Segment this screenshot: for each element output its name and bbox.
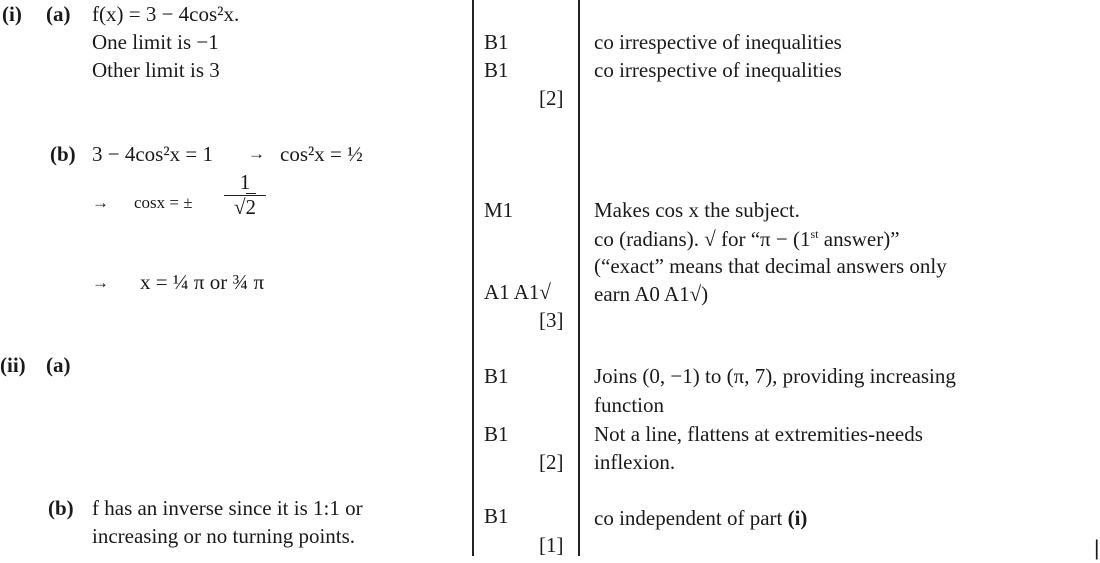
- comment-ii-a-line4: inflexion.: [594, 450, 676, 474]
- fraction-numerator: 1: [239, 170, 251, 194]
- cos-solution-prefix: cosx = ±: [134, 193, 193, 212]
- mark-m1: M1: [484, 198, 514, 222]
- comment-limit2: co irrespective of inequalities: [594, 58, 842, 82]
- fraction-denominator: [224, 197, 266, 218]
- comment-ii-a-line2: function: [594, 393, 664, 417]
- total-marks-i-a: [2]: [539, 86, 564, 110]
- limit-other-text: Other limit is 3: [92, 58, 220, 82]
- comment-b-line4: earn A0 A1√): [594, 282, 709, 306]
- radicand: 2: [245, 195, 257, 219]
- comment-b-line2-end: answer)”: [818, 227, 900, 251]
- arrow-3: →: [92, 273, 109, 292]
- comment-b-line2-superscript: st: [810, 227, 819, 241]
- limit-one-text: One limit is −1: [92, 30, 219, 54]
- text-cursor: |: [1094, 537, 1100, 560]
- inverse-reason-line1: f has an inverse since it is 1:1 or: [92, 496, 363, 520]
- radical-sign: √: [233, 195, 246, 219]
- part-ii-b-label: (b): [48, 496, 74, 520]
- comment-ii-a-line3: Not a line, flattens at extremities-needs: [594, 422, 923, 446]
- mark-b1-ii-a-1: B1: [484, 364, 509, 388]
- total-marks-ii-b: [1]: [539, 533, 564, 557]
- x-solution: x = ¼ π or ¾ π: [140, 270, 265, 294]
- part-ii-a-label: (a): [46, 353, 71, 377]
- comment-b-line3: (“exact” means that decimal answers only: [594, 254, 947, 278]
- total-marks-i-b: [3]: [539, 308, 564, 332]
- comment-b-line2-text: co (radians). √ for “π − (1: [594, 227, 811, 251]
- arrow-2: →: [92, 193, 109, 212]
- equation-line-1-result: cos²x = ½: [280, 142, 363, 166]
- comment-b-line1: Makes cos x the subject.: [594, 198, 800, 222]
- comment-ii-b-text: co independent of part: [594, 506, 788, 530]
- part-i-a-label: (a): [46, 2, 71, 26]
- mark-b1-limit1: B1: [484, 30, 509, 54]
- part-i-label: (i): [2, 2, 22, 26]
- equation-line-1: 3 − 4cos²x = 1: [92, 142, 213, 166]
- inverse-reason-line2: increasing or no turning points.: [92, 524, 356, 548]
- mark-b1-limit2: B1: [484, 58, 509, 82]
- comment-limit1: co irrespective of inequalities: [594, 30, 842, 54]
- comment-b-line2: [594, 228, 900, 250]
- column-divider-left: [472, 0, 474, 556]
- function-definition: f(x) = 3 − 4cos²x.: [92, 2, 240, 26]
- mark-b1-ii-b: B1: [484, 504, 509, 528]
- comment-ii-b-part-ref: (i): [787, 506, 808, 530]
- part-ii-label: (ii): [0, 353, 26, 377]
- fraction-one-over-root-two: [224, 172, 266, 218]
- comment-ii-a-line1: Joins (0, −1) to (π, 7), providing increasing: [594, 364, 956, 388]
- comment-ii-b: [594, 508, 807, 529]
- total-marks-ii-a: [2]: [539, 450, 564, 474]
- mark-b1-ii-a-2: B1: [484, 422, 509, 446]
- part-i-b-label: (b): [50, 142, 76, 166]
- arrow-1: →: [248, 144, 265, 163]
- mark-a1-a1: A1 A1√: [484, 280, 551, 304]
- column-divider-right: [578, 0, 580, 556]
